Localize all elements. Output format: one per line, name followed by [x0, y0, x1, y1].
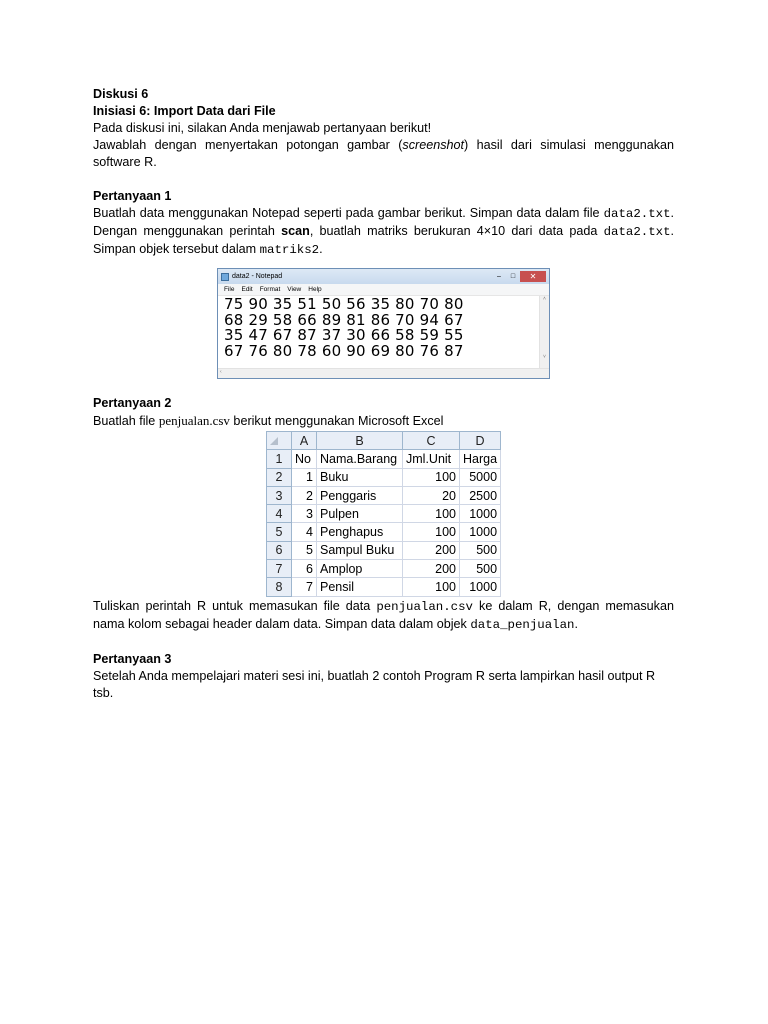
- menu-format[interactable]: Format: [259, 286, 281, 293]
- row-number: 4: [267, 505, 292, 523]
- row-number: 8: [267, 578, 292, 596]
- maximize-icon[interactable]: □: [510, 272, 516, 280]
- q1-text: Buatlah data menggunakan Notepad seperti pada gambar berikut. Simpan data dalam file data2.txt. Dengan menggunakan perintah scan, buatlah matriks berukuran 4×10 dari data pada data2.txt. Simpan objek tersebut dalam matriks2.: [93, 206, 674, 257]
- table-cell: Sampul Buku: [317, 541, 403, 559]
- table-cell: No: [292, 450, 317, 468]
- q2-followup-text: Tuliskan perintah R untuk memasukan file data penjualan.csv ke dalam R, dengan memasukan nama kolom sebagai header dalam data. Simpan data dalam objek data_penjualan.: [93, 599, 674, 632]
- table-cell: Penggaris: [317, 486, 403, 504]
- row-number: 7: [267, 560, 292, 578]
- table-cell: 1000: [460, 505, 501, 523]
- doc-subtitle: Inisiasi 6: Import Data dari File: [93, 104, 276, 118]
- q2-text: Buatlah file penjualan.csv berikut menggunakan Microsoft Excel: [93, 413, 444, 428]
- q3-title: Pertanyaan 3: [93, 652, 172, 666]
- document-content: [93, 86, 674, 259]
- table-cell: 500: [460, 541, 501, 559]
- horizontal-scrollbar[interactable]: [218, 368, 549, 378]
- table-row: [267, 450, 501, 468]
- column-header: A: [292, 432, 317, 450]
- table-cell: 6: [292, 560, 317, 578]
- notepad-title: data2 - Notepad: [232, 273, 283, 280]
- table-cell: Nama.Barang: [317, 450, 403, 468]
- table-cell: 100: [403, 578, 460, 596]
- intro-line: Pada diskusi ini, silakan Anda menjawab pertanyaan berikut!: [93, 121, 432, 135]
- table-row: [267, 486, 501, 504]
- table-cell: Jml.Unit: [403, 450, 460, 468]
- q2-followup-section: [93, 598, 674, 702]
- table-cell: 100: [403, 505, 460, 523]
- column-header: C: [403, 432, 460, 450]
- data-row: 67 76 80 78 60 90 69 80 76 87: [224, 341, 464, 360]
- q2-title: Pertanyaan 2: [93, 396, 172, 410]
- menu-help[interactable]: Help: [308, 286, 322, 293]
- table-cell: 1000: [460, 523, 501, 541]
- table-row: [267, 468, 501, 486]
- table-cell: 20: [403, 486, 460, 504]
- close-icon[interactable]: ✕: [520, 271, 546, 282]
- table-cell: Pensil: [317, 578, 403, 596]
- table-row: [267, 505, 501, 523]
- table-cell: Harga: [460, 450, 501, 468]
- minimize-icon[interactable]: –: [497, 272, 501, 280]
- notepad-titlebar: [218, 269, 549, 284]
- select-all-corner: [267, 432, 292, 450]
- table-cell: Buku: [317, 468, 403, 486]
- notepad-text: [224, 297, 464, 359]
- intro-instruction: Jawablah dengan menyertakan potongan gambar (screenshot) hasil dari simulasi menggunakan software R.: [93, 138, 675, 169]
- row-number: 5: [267, 523, 292, 541]
- q3-text: Setelah Anda mempelajari materi sesi ini, buatlah 2 contoh Program R serta lampirkan hasil output R tsb.: [93, 669, 656, 700]
- q2-section: [93, 395, 674, 430]
- table-cell: 1000: [460, 578, 501, 596]
- table-cell: 1: [292, 468, 317, 486]
- table-cell: 100: [403, 468, 460, 486]
- data-row: 75 90 35 51 50 56 35 80 70 80: [224, 295, 464, 313]
- menu-file[interactable]: File: [224, 286, 235, 293]
- column-header: B: [317, 432, 403, 450]
- table-cell: 200: [403, 541, 460, 559]
- notepad-app-icon: [221, 273, 229, 281]
- table-cell: 3: [292, 505, 317, 523]
- table-cell: 5: [292, 541, 317, 559]
- table-cell: 2: [292, 486, 317, 504]
- table-cell: Penghapus: [317, 523, 403, 541]
- notepad-screenshot: [217, 268, 550, 379]
- table-row: [267, 578, 501, 596]
- menu-view[interactable]: View: [287, 286, 302, 293]
- table-row: [267, 560, 501, 578]
- scroll-left-icon[interactable]: ‹: [220, 369, 222, 375]
- table-row: [267, 523, 501, 541]
- row-number: 6: [267, 541, 292, 559]
- table-cell: Amplop: [317, 560, 403, 578]
- table-row: [267, 541, 501, 559]
- data-row: 35 47 67 87 37 30 66 58 59 55: [224, 326, 464, 344]
- table-cell: 5000: [460, 468, 501, 486]
- table-cell: 500: [460, 560, 501, 578]
- row-number: 2: [267, 468, 292, 486]
- scroll-down-icon[interactable]: ˅: [543, 354, 546, 360]
- table-cell: 2500: [460, 486, 501, 504]
- table-cell: 7: [292, 578, 317, 596]
- column-header: D: [460, 432, 501, 450]
- row-number: 3: [267, 486, 292, 504]
- menu-edit[interactable]: Edit: [241, 286, 253, 293]
- q1-title: Pertanyaan 1: [93, 189, 172, 203]
- table-cell: Pulpen: [317, 505, 403, 523]
- table-cell: 100: [403, 523, 460, 541]
- scroll-up-icon[interactable]: ˄: [543, 296, 546, 302]
- notepad-editor[interactable]: [218, 296, 549, 368]
- table-cell: 4: [292, 523, 317, 541]
- row-number: 1: [267, 450, 292, 468]
- data-row: 68 29 58 66 89 81 86 70 94 67: [224, 310, 464, 329]
- excel-screenshot: [266, 431, 501, 597]
- doc-title: Diskusi 6: [93, 87, 149, 101]
- table-cell: 200: [403, 560, 460, 578]
- vertical-scrollbar[interactable]: [539, 296, 549, 368]
